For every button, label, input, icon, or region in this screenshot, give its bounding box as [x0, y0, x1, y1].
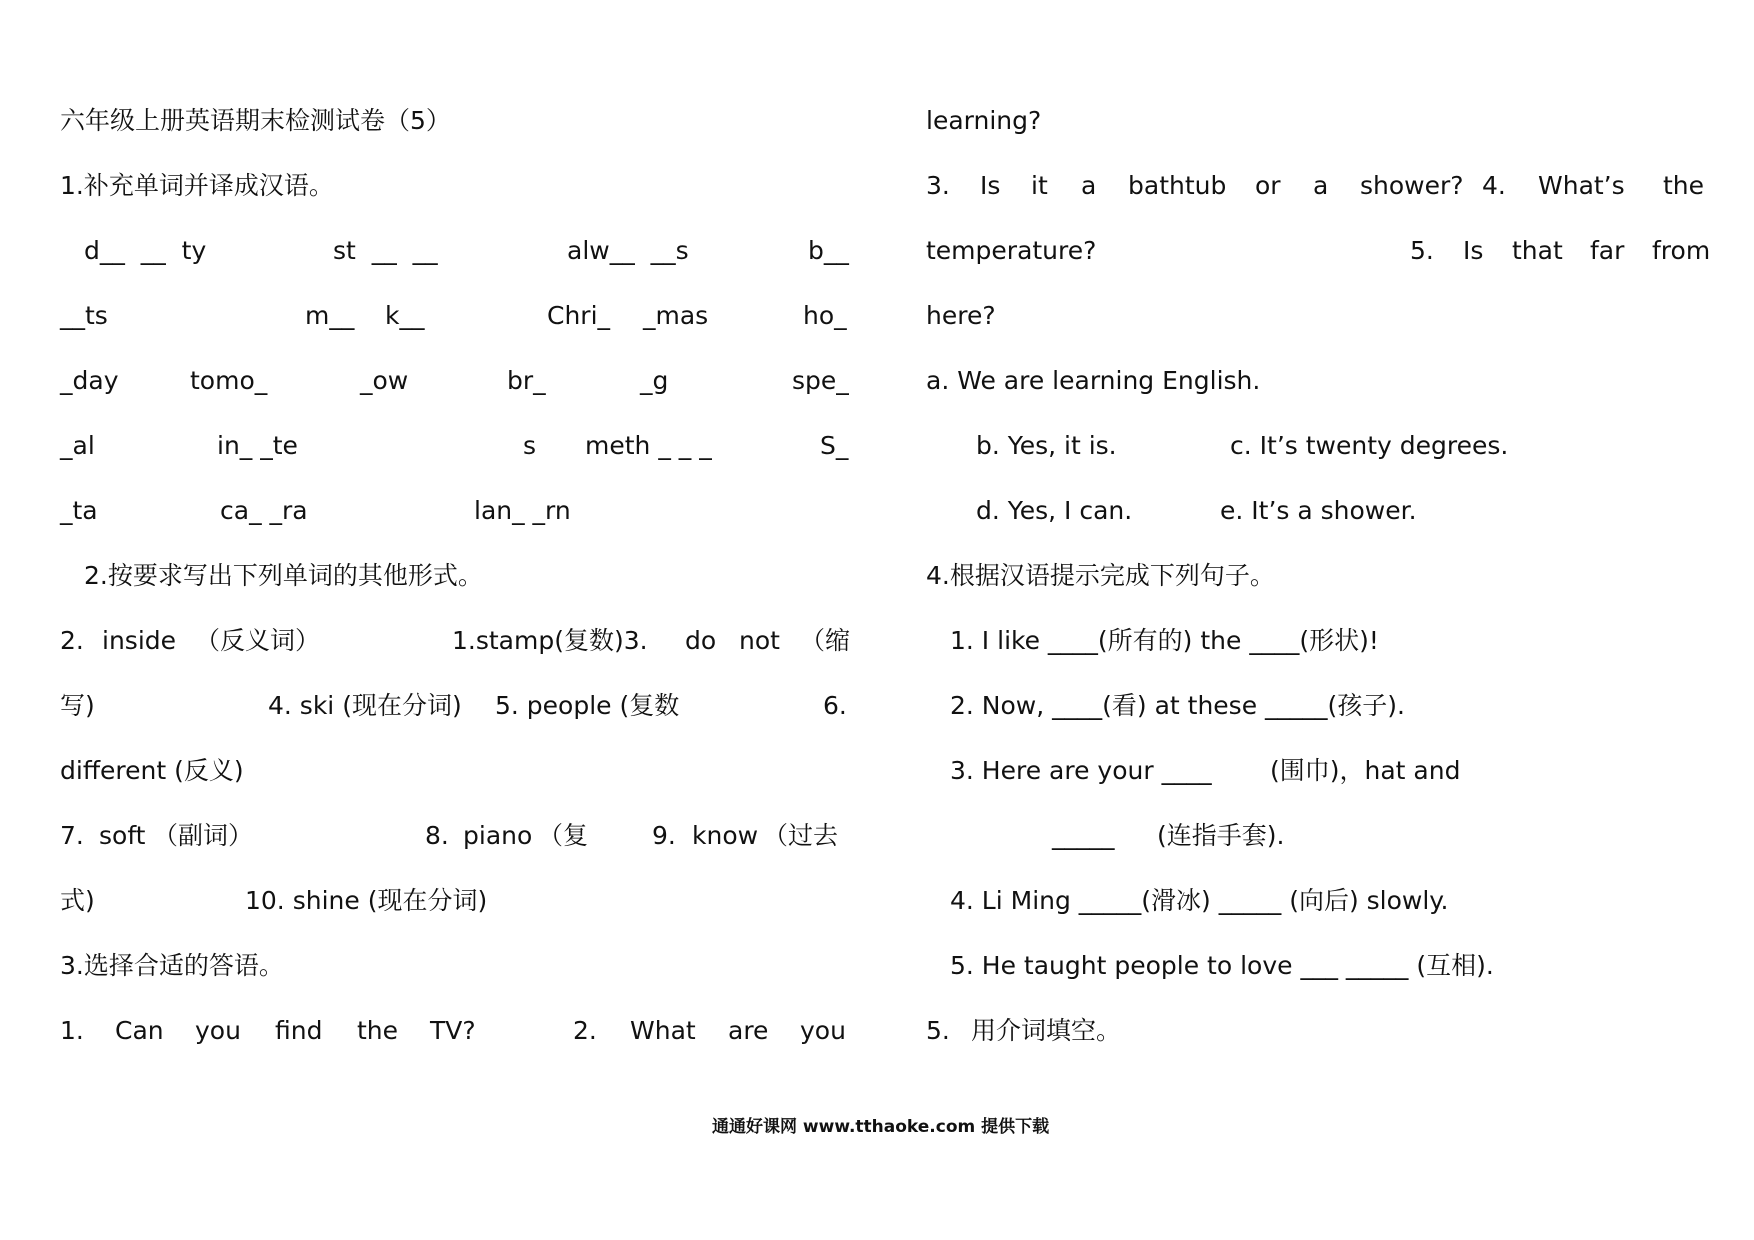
q2-text: soft: [99, 821, 146, 850]
word-blank: _ta: [60, 496, 98, 525]
q2-text: 6.: [823, 691, 847, 720]
q2-text: （过去: [763, 821, 839, 850]
q2-text: 写): [60, 691, 95, 720]
q2-text: （复: [538, 821, 589, 850]
word-blank: k__: [385, 301, 425, 330]
q3-text: Is: [1463, 236, 1484, 265]
q2-text: 9.: [652, 821, 676, 850]
q3-text: far: [1590, 236, 1625, 265]
q4-sentence: (围巾)，hat and: [1270, 756, 1461, 785]
q4-sentence: (连指手套).: [1157, 821, 1285, 850]
q5-heading: 用介词填空。: [971, 1016, 1122, 1045]
q3-text: you: [800, 1016, 846, 1045]
word-blank: _mas: [643, 301, 709, 330]
word-blank: Chri_: [547, 301, 611, 330]
q2-text: inside: [102, 626, 177, 655]
q2-text: 5. people (复数: [495, 691, 680, 720]
q3-text: that: [1512, 236, 1563, 265]
q3-heading: 3.选择合适的答语。: [60, 951, 284, 980]
q2-text: 7.: [60, 821, 84, 850]
q4-heading: 4.根据汉语提示完成下列句子。: [926, 561, 1275, 590]
q3-text: 3.: [926, 171, 950, 200]
q2-text: 1.stamp(复数)3.: [452, 626, 648, 655]
q3-text: temperature?: [926, 236, 1097, 265]
q4-sentence: 4. Li Ming _____(滑冰) _____ (向后) slowly.: [950, 886, 1449, 915]
page-title: 六年级上册英语期末检测试卷（5）: [60, 106, 451, 135]
answer-option: c. It’s twenty degrees.: [1230, 431, 1509, 460]
q3-text: bathtub: [1128, 171, 1227, 200]
word-blank: ca_ _ra: [220, 496, 308, 525]
q3-text: the: [1663, 171, 1705, 200]
word-blank: __ts: [60, 301, 108, 330]
q2-text: （反义词）: [195, 626, 321, 655]
q2-text: 10. shine (现在分词): [245, 886, 488, 915]
q3-text: 2.: [573, 1016, 597, 1045]
word-blank: spe_: [792, 366, 849, 395]
word-blank: _day: [60, 366, 119, 395]
word-blank: _ow: [360, 366, 409, 395]
q3-text: 1.: [60, 1016, 84, 1045]
word-blank: lan_ _rn: [474, 496, 571, 525]
word-blank: m__: [305, 301, 355, 330]
word-blank: alw__ __s: [567, 236, 689, 265]
q3-text: from: [1652, 236, 1711, 265]
answer-option: a. We are learning English.: [926, 366, 1261, 395]
q3-text: the: [357, 1016, 399, 1045]
word-blank: meth _ _ _: [585, 431, 712, 460]
word-blank: _al: [60, 431, 95, 460]
q3-text: it: [1031, 171, 1048, 200]
q3-text: 4.: [1482, 171, 1506, 200]
word-blank: s: [523, 431, 537, 460]
q2-text: （副词）: [153, 821, 254, 850]
q1-heading: 1.补充单词并译成汉语。: [60, 171, 334, 200]
word-blank: d__ __ ty: [84, 236, 207, 265]
q3-text: Is: [980, 171, 1001, 200]
q4-sentence: 3. Here are your ____: [950, 756, 1212, 785]
q3-text: find: [275, 1016, 323, 1045]
q2-text: （缩: [800, 626, 851, 655]
q4-sentence: _____: [1052, 821, 1115, 850]
q2-text: 2.: [60, 626, 84, 655]
q3-text: a: [1081, 171, 1097, 200]
page-footer: 通通好课网 www.tthaoke.com 提供下载: [712, 1117, 1050, 1137]
q3-text: 5.: [1410, 236, 1434, 265]
q2-text: different (反义): [60, 756, 244, 785]
q2-text: do: [685, 626, 717, 655]
q2-text: know: [692, 821, 759, 850]
q3-text: you: [195, 1016, 241, 1045]
word-blank: br_: [507, 366, 546, 395]
q5-number: 5.: [926, 1016, 950, 1045]
q3-text: shower?: [1360, 171, 1464, 200]
q3-text: Can: [115, 1016, 164, 1045]
word-blank: in_ _te: [217, 431, 298, 460]
q2-text: 4. ski (现在分词): [268, 691, 462, 720]
word-blank: ho_: [803, 301, 847, 330]
q3-text: What: [630, 1016, 696, 1045]
q3-text: a: [1313, 171, 1329, 200]
word-blank: b__: [808, 236, 849, 265]
word-blank: S_: [820, 431, 849, 460]
q4-sentence: 5. He taught people to love ___ _____ (互相).: [950, 951, 1494, 980]
word-blank: _g: [640, 366, 669, 395]
word-blank: tomo_: [190, 366, 268, 395]
q4-sentence: 2. Now, ____(看) at these _____(孩子).: [950, 691, 1405, 720]
q2-text: piano: [463, 821, 533, 850]
q3-text: What’s: [1538, 171, 1625, 200]
q3-text: learning?: [926, 106, 1042, 135]
q2-text: 8.: [425, 821, 449, 850]
answer-option: d. Yes, I can.: [976, 496, 1133, 525]
q2-text: not: [739, 626, 780, 655]
q3-text: or: [1255, 171, 1281, 200]
q2-heading: 2.按要求写出下列单词的其他形式。: [84, 561, 483, 590]
q3-text: are: [728, 1016, 769, 1045]
word-blank: st __ __: [333, 236, 438, 265]
q2-text: 式): [60, 886, 95, 915]
q3-text: here?: [926, 301, 996, 330]
answer-option: e. It’s a shower.: [1220, 496, 1417, 525]
q3-text: TV?: [430, 1016, 476, 1045]
q4-sentence: 1. I like ____(所有的) the ____(形状)!: [950, 626, 1379, 655]
answer-option: b. Yes, it is.: [976, 431, 1117, 460]
